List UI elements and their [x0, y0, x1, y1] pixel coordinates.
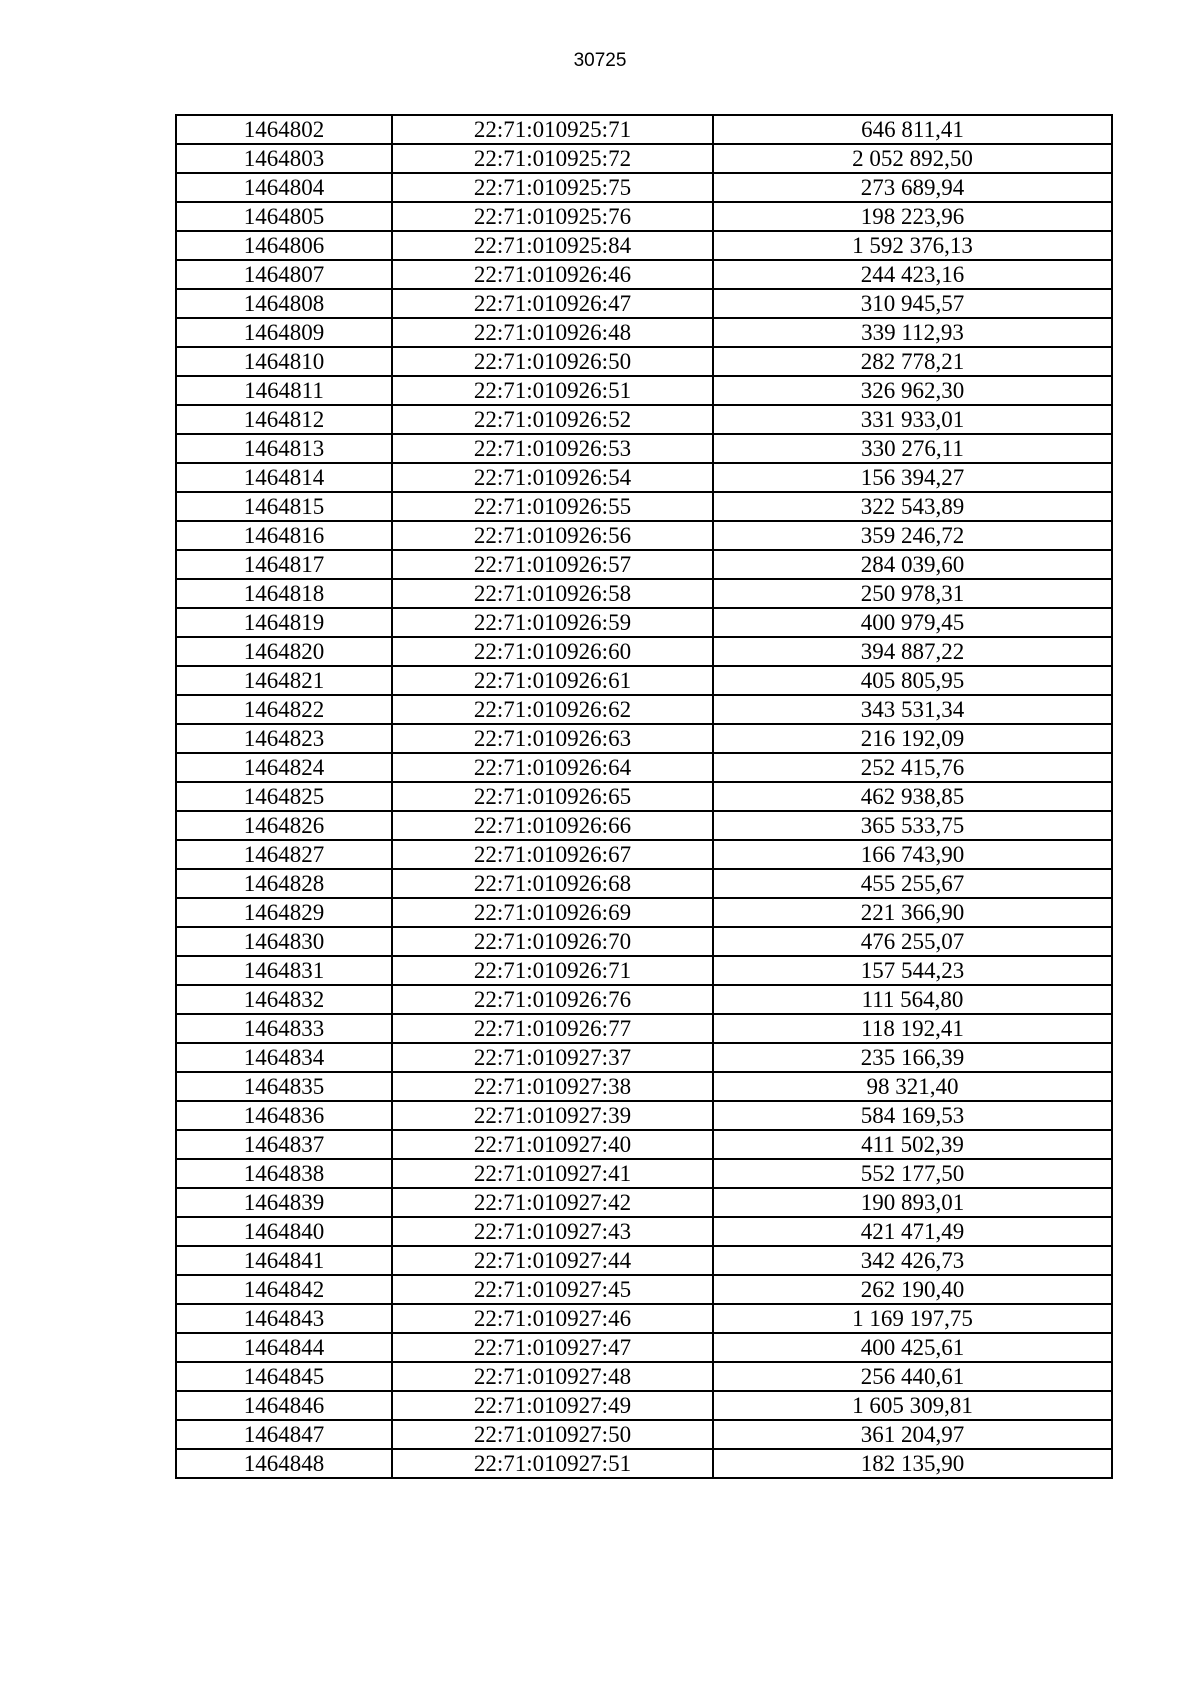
- record-number-cell: 1464844: [176, 1333, 392, 1362]
- record-number-cell: 1464812: [176, 405, 392, 434]
- value-cell: 310 945,57: [713, 289, 1112, 318]
- cadastral-number-cell: 22:71:010927:47: [392, 1333, 713, 1362]
- record-number-cell: 1464841: [176, 1246, 392, 1275]
- value-cell: 343 531,34: [713, 695, 1112, 724]
- table-row: [176, 550, 1112, 579]
- record-number-cell: 1464819: [176, 608, 392, 637]
- table-row: [176, 782, 1112, 811]
- value-cell: 476 255,07: [713, 927, 1112, 956]
- table-row: [176, 289, 1112, 318]
- record-number-cell: 1464814: [176, 463, 392, 492]
- value-cell: 182 135,90: [713, 1449, 1112, 1478]
- cadastral-number-cell: 22:71:010927:48: [392, 1362, 713, 1391]
- record-number-cell: 1464813: [176, 434, 392, 463]
- table-row: [176, 811, 1112, 840]
- value-cell: 455 255,67: [713, 869, 1112, 898]
- value-cell: 322 543,89: [713, 492, 1112, 521]
- record-number-cell: 1464806: [176, 231, 392, 260]
- value-cell: 331 933,01: [713, 405, 1112, 434]
- cadastral-number-cell: 22:71:010926:77: [392, 1014, 713, 1043]
- cadastral-number-cell: 22:71:010927:37: [392, 1043, 713, 1072]
- table-row: [176, 927, 1112, 956]
- record-number-cell: 1464835: [176, 1072, 392, 1101]
- value-cell: 190 893,01: [713, 1188, 1112, 1217]
- record-number-cell: 1464832: [176, 985, 392, 1014]
- record-number-cell: 1464802: [176, 115, 392, 144]
- table-row: [176, 1188, 1112, 1217]
- cadastral-number-cell: 22:71:010925:75: [392, 173, 713, 202]
- value-cell: 421 471,49: [713, 1217, 1112, 1246]
- record-number-cell: 1464829: [176, 898, 392, 927]
- cadastral-number-cell: 22:71:010927:51: [392, 1449, 713, 1478]
- table-row: [176, 318, 1112, 347]
- value-cell: 282 778,21: [713, 347, 1112, 376]
- value-cell: 98 321,40: [713, 1072, 1112, 1101]
- record-number-cell: 1464822: [176, 695, 392, 724]
- value-cell: 284 039,60: [713, 550, 1112, 579]
- record-number-cell: 1464820: [176, 637, 392, 666]
- table-row: [176, 898, 1112, 927]
- record-number-cell: 1464833: [176, 1014, 392, 1043]
- cadastral-number-cell: 22:71:010925:76: [392, 202, 713, 231]
- record-number-cell: 1464846: [176, 1391, 392, 1420]
- record-number-cell: 1464827: [176, 840, 392, 869]
- value-cell: 235 166,39: [713, 1043, 1112, 1072]
- table-row: [176, 1072, 1112, 1101]
- record-number-cell: 1464805: [176, 202, 392, 231]
- cadastral-number-cell: 22:71:010926:61: [392, 666, 713, 695]
- table-row: [176, 434, 1112, 463]
- record-number-cell: 1464817: [176, 550, 392, 579]
- record-number-cell: 1464809: [176, 318, 392, 347]
- record-number-cell: 1464831: [176, 956, 392, 985]
- table-row: [176, 173, 1112, 202]
- record-number-cell: 1464804: [176, 173, 392, 202]
- cadastral-number-cell: 22:71:010926:50: [392, 347, 713, 376]
- value-cell: 166 743,90: [713, 840, 1112, 869]
- cadastral-number-cell: 22:71:010926:53: [392, 434, 713, 463]
- cadastral-number-cell: 22:71:010927:44: [392, 1246, 713, 1275]
- value-cell: 330 276,11: [713, 434, 1112, 463]
- cadastral-number-cell: 22:71:010927:39: [392, 1101, 713, 1130]
- table-row: [176, 1362, 1112, 1391]
- table-row: [176, 1449, 1112, 1478]
- table-row: [176, 724, 1112, 753]
- cadastral-number-cell: 22:71:010927:38: [392, 1072, 713, 1101]
- cadastral-number-cell: 22:71:010926:65: [392, 782, 713, 811]
- cadastral-number-cell: 22:71:010925:72: [392, 144, 713, 173]
- value-cell: 256 440,61: [713, 1362, 1112, 1391]
- cadastral-number-cell: 22:71:010926:47: [392, 289, 713, 318]
- value-cell: 1 592 376,13: [713, 231, 1112, 260]
- record-number-cell: 1464810: [176, 347, 392, 376]
- cadastral-number-cell: 22:71:010926:71: [392, 956, 713, 985]
- table-row: [176, 260, 1112, 289]
- table-row: [176, 492, 1112, 521]
- table-row: [176, 1391, 1112, 1420]
- cadastral-number-cell: 22:71:010926:58: [392, 579, 713, 608]
- table-row: [176, 608, 1112, 637]
- table-body: [176, 115, 1112, 1478]
- data-table: [175, 114, 1113, 1479]
- cadastral-number-cell: 22:71:010927:45: [392, 1275, 713, 1304]
- value-cell: 221 366,90: [713, 898, 1112, 927]
- table-row: [176, 1043, 1112, 1072]
- record-number-cell: 1464815: [176, 492, 392, 521]
- cadastral-number-cell: 22:71:010925:84: [392, 231, 713, 260]
- cadastral-number-cell: 22:71:010926:64: [392, 753, 713, 782]
- value-cell: 273 689,94: [713, 173, 1112, 202]
- record-number-cell: 1464836: [176, 1101, 392, 1130]
- record-number-cell: 1464840: [176, 1217, 392, 1246]
- value-cell: 326 962,30: [713, 376, 1112, 405]
- record-number-cell: 1464811: [176, 376, 392, 405]
- table-row: [176, 347, 1112, 376]
- cadastral-number-cell: 22:71:010926:59: [392, 608, 713, 637]
- table-row: [176, 463, 1112, 492]
- table-row: [176, 202, 1112, 231]
- value-cell: 411 502,39: [713, 1130, 1112, 1159]
- record-number-cell: 1464845: [176, 1362, 392, 1391]
- cadastral-number-cell: 22:71:010926:70: [392, 927, 713, 956]
- cadastral-number-cell: 22:71:010926:67: [392, 840, 713, 869]
- record-number-cell: 1464816: [176, 521, 392, 550]
- table-row: [176, 840, 1112, 869]
- table-row: [176, 637, 1112, 666]
- cadastral-number-cell: 22:71:010926:60: [392, 637, 713, 666]
- record-number-cell: 1464834: [176, 1043, 392, 1072]
- table-row: [176, 956, 1112, 985]
- cadastral-number-cell: 22:71:010926:56: [392, 521, 713, 550]
- record-number-cell: 1464828: [176, 869, 392, 898]
- value-cell: 400 979,45: [713, 608, 1112, 637]
- value-cell: 405 805,95: [713, 666, 1112, 695]
- cadastral-number-cell: 22:71:010926:46: [392, 260, 713, 289]
- record-number-cell: 1464807: [176, 260, 392, 289]
- record-number-cell: 1464830: [176, 927, 392, 956]
- value-cell: 365 533,75: [713, 811, 1112, 840]
- value-cell: 244 423,16: [713, 260, 1112, 289]
- cadastral-number-cell: 22:71:010927:41: [392, 1159, 713, 1188]
- table-row: [176, 1304, 1112, 1333]
- record-number-cell: 1464824: [176, 753, 392, 782]
- record-number-cell: 1464808: [176, 289, 392, 318]
- record-number-cell: 1464803: [176, 144, 392, 173]
- value-cell: 252 415,76: [713, 753, 1112, 782]
- cadastral-number-cell: 22:71:010925:71: [392, 115, 713, 144]
- value-cell: 394 887,22: [713, 637, 1112, 666]
- cadastral-number-cell: 22:71:010926:62: [392, 695, 713, 724]
- value-cell: 462 938,85: [713, 782, 1112, 811]
- record-number-cell: 1464843: [176, 1304, 392, 1333]
- value-cell: 646 811,41: [713, 115, 1112, 144]
- value-cell: 359 246,72: [713, 521, 1112, 550]
- table-row: [176, 115, 1112, 144]
- cadastral-number-cell: 22:71:010927:49: [392, 1391, 713, 1420]
- record-number-cell: 1464837: [176, 1130, 392, 1159]
- value-cell: 361 204,97: [713, 1420, 1112, 1449]
- cadastral-number-cell: 22:71:010926:63: [392, 724, 713, 753]
- cadastral-number-cell: 22:71:010927:43: [392, 1217, 713, 1246]
- table-row: [176, 1014, 1112, 1043]
- value-cell: 342 426,73: [713, 1246, 1112, 1275]
- value-cell: 262 190,40: [713, 1275, 1112, 1304]
- table-row: [176, 1101, 1112, 1130]
- cadastral-number-cell: 22:71:010926:55: [392, 492, 713, 521]
- table-row: [176, 231, 1112, 260]
- table-row: [176, 869, 1112, 898]
- value-cell: 157 544,23: [713, 956, 1112, 985]
- record-number-cell: 1464818: [176, 579, 392, 608]
- value-cell: 250 978,31: [713, 579, 1112, 608]
- value-cell: 400 425,61: [713, 1333, 1112, 1362]
- record-number-cell: 1464847: [176, 1420, 392, 1449]
- value-cell: 1 605 309,81: [713, 1391, 1112, 1420]
- cadastral-number-cell: 22:71:010926:54: [392, 463, 713, 492]
- cadastral-number-cell: 22:71:010926:48: [392, 318, 713, 347]
- table-row: [176, 1420, 1112, 1449]
- cadastral-number-cell: 22:71:010927:42: [392, 1188, 713, 1217]
- cadastral-number-cell: 22:71:010926:66: [392, 811, 713, 840]
- table-row: [176, 376, 1112, 405]
- value-cell: 2 052 892,50: [713, 144, 1112, 173]
- record-number-cell: 1464823: [176, 724, 392, 753]
- cadastral-number-cell: 22:71:010927:40: [392, 1130, 713, 1159]
- table-row: [176, 1159, 1112, 1188]
- table-row: [176, 1217, 1112, 1246]
- table-row: [176, 144, 1112, 173]
- table-row: [176, 753, 1112, 782]
- table-row: [176, 405, 1112, 434]
- cadastral-number-cell: 22:71:010926:68: [392, 869, 713, 898]
- cadastral-number-cell: 22:71:010926:76: [392, 985, 713, 1014]
- cadastral-number-cell: 22:71:010926:69: [392, 898, 713, 927]
- record-number-cell: 1464839: [176, 1188, 392, 1217]
- table-row: [176, 666, 1112, 695]
- table-row: [176, 695, 1112, 724]
- value-cell: 118 192,41: [713, 1014, 1112, 1043]
- record-number-cell: 1464842: [176, 1275, 392, 1304]
- cadastral-number-cell: 22:71:010926:52: [392, 405, 713, 434]
- value-cell: 584 169,53: [713, 1101, 1112, 1130]
- value-cell: 216 192,09: [713, 724, 1112, 753]
- table-row: [176, 1333, 1112, 1362]
- value-cell: 339 112,93: [713, 318, 1112, 347]
- record-number-cell: 1464838: [176, 1159, 392, 1188]
- value-cell: 198 223,96: [713, 202, 1112, 231]
- value-cell: 1 169 197,75: [713, 1304, 1112, 1333]
- cadastral-number-cell: 22:71:010927:46: [392, 1304, 713, 1333]
- value-cell: 156 394,27: [713, 463, 1112, 492]
- table-row: [176, 1275, 1112, 1304]
- record-number-cell: 1464821: [176, 666, 392, 695]
- cadastral-number-cell: 22:71:010926:51: [392, 376, 713, 405]
- record-number-cell: 1464848: [176, 1449, 392, 1478]
- page-number: 30725: [573, 50, 627, 71]
- cadastral-number-cell: 22:71:010926:57: [392, 550, 713, 579]
- value-cell: 111 564,80: [713, 985, 1112, 1014]
- record-number-cell: 1464825: [176, 782, 392, 811]
- table-row: [176, 985, 1112, 1014]
- table-row: [176, 521, 1112, 550]
- cadastral-number-cell: 22:71:010927:50: [392, 1420, 713, 1449]
- record-number-cell: 1464826: [176, 811, 392, 840]
- table-row: [176, 1246, 1112, 1275]
- value-cell: 552 177,50: [713, 1159, 1112, 1188]
- table-row: [176, 1130, 1112, 1159]
- table-row: [176, 579, 1112, 608]
